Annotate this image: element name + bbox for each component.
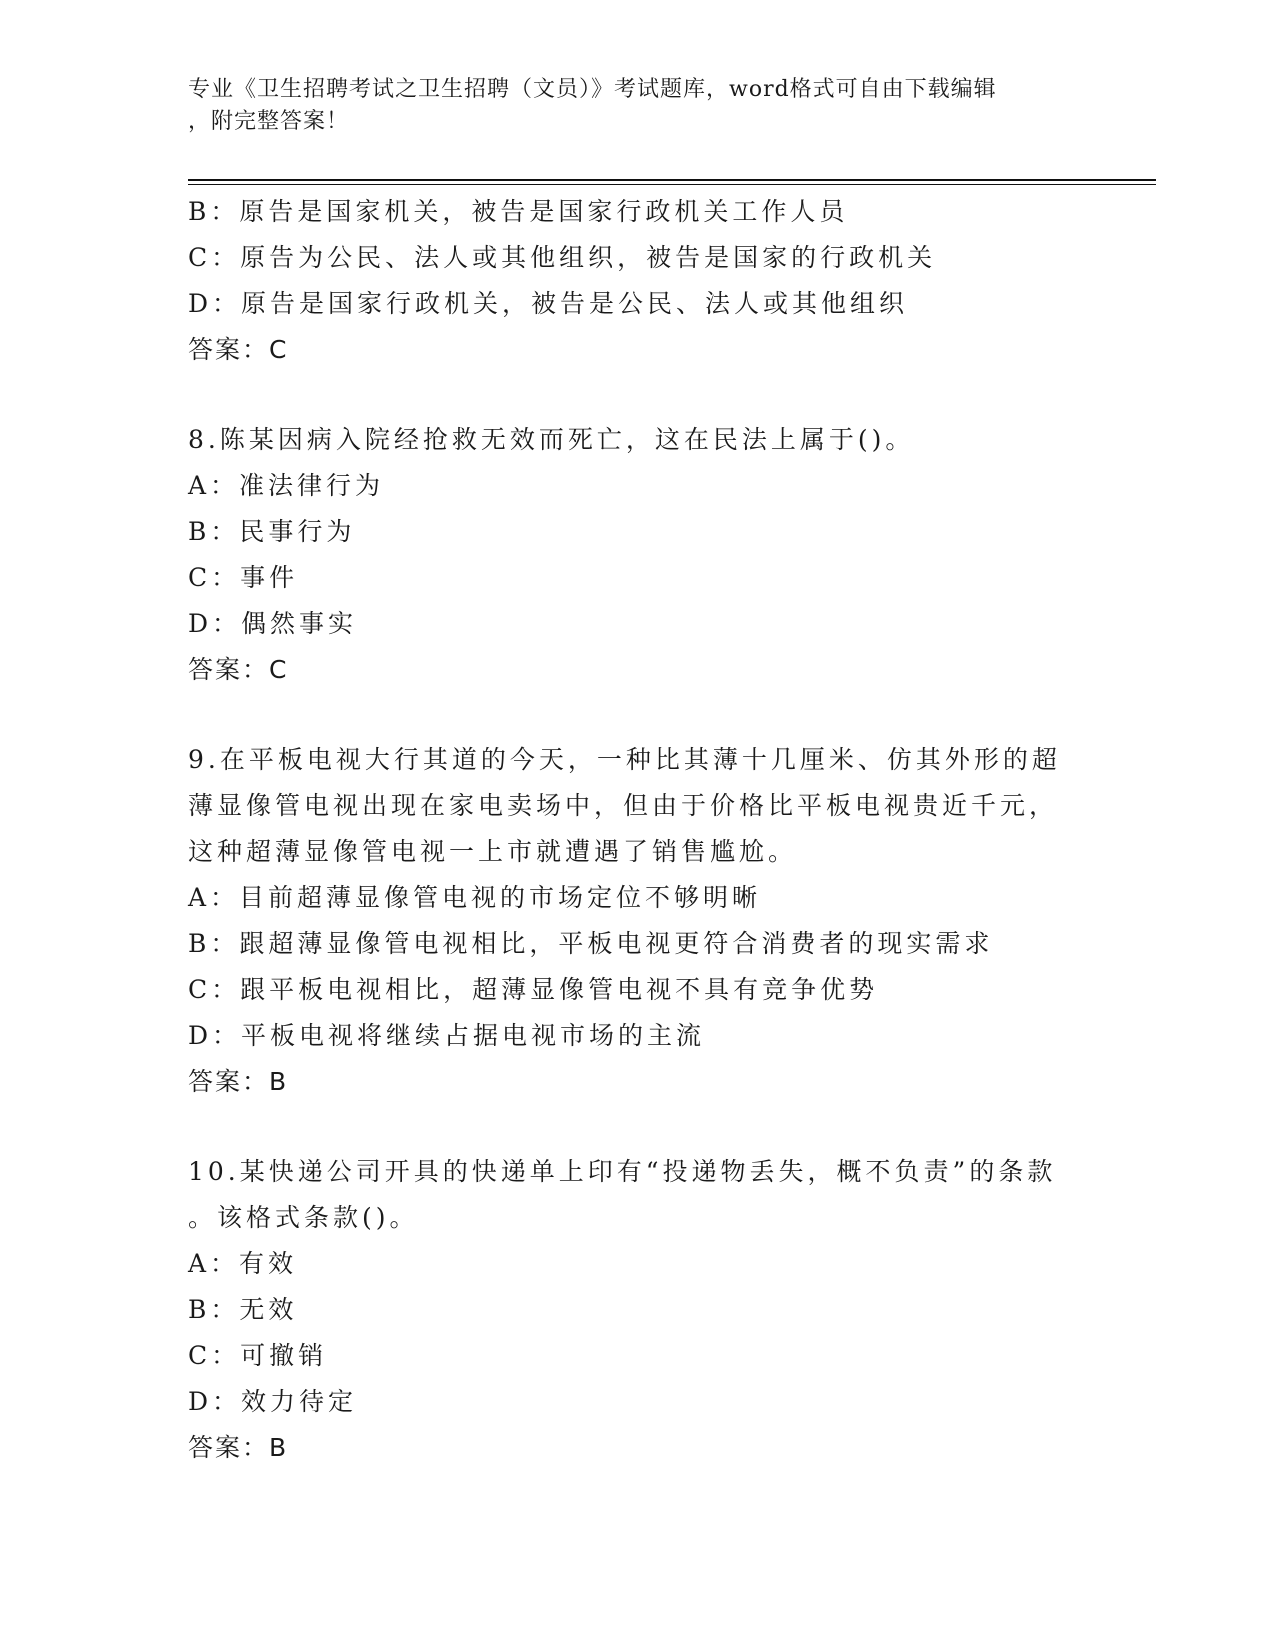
question-9 <box>188 737 1088 1105</box>
question-9-option-a: A：目前超薄显像管电视的市场定位不够明晰 <box>188 883 762 912</box>
question-8-text: 8.陈某因病入院经抢救无效而死亡，这在民法上属于()。 <box>188 425 915 454</box>
question-8-option-c: C：事件 <box>188 563 299 592</box>
question-10-option-a: A：有效 <box>188 1249 298 1278</box>
question-8-answer: 答案：C <box>188 655 289 684</box>
question-9-option-b: B：跟超薄显像管电视相比，平板电视更符合消费者的现实需求 <box>188 929 994 958</box>
question-8-option-b: B：民事行为 <box>188 517 356 546</box>
question-7 <box>188 189 1088 373</box>
question-9-option-d: D：平板电视将继续占据电视市场的主流 <box>188 1021 706 1050</box>
document-header <box>188 74 1068 138</box>
question-10-answer: 答案：B <box>188 1433 289 1462</box>
question-9-text-line-3: 这种超薄显像管电视一上市就遭遇了销售尴尬。 <box>188 837 798 866</box>
question-8 <box>188 417 1088 693</box>
header-line-1: 专业《卫生招聘考试之卫生招聘（文员）》考试题库，word格式可自由下载编辑 <box>188 77 997 102</box>
header-line-2: ，附完整答案！ <box>188 109 350 134</box>
question-7-option-c: C：原告为公民、法人或其他组织，被告是国家的行政机关 <box>188 243 937 272</box>
question-9-answer: 答案：B <box>188 1067 289 1096</box>
question-7-answer: 答案：C <box>188 335 289 364</box>
question-10-text-line-2: 。该格式条款()。 <box>188 1203 419 1232</box>
header-divider-thick <box>188 179 1156 181</box>
question-8-option-d: D：偶然事实 <box>188 609 358 638</box>
question-10-option-d: D：效力待定 <box>188 1387 358 1416</box>
question-7-option-d: D：原告是国家行政机关，被告是公民、法人或其他组织 <box>188 289 909 318</box>
question-9-text-line-2: 薄显像管电视出现在家电卖场中，但由于价格比平板电视贵近千元， <box>188 791 1059 820</box>
question-9-text-line-1: 9.在平板电视大行其道的今天，一种比其薄十几厘米、仿其外形的超 <box>188 745 1061 774</box>
question-10 <box>188 1149 1088 1471</box>
question-10-option-c: C：可撤销 <box>188 1341 328 1370</box>
question-list <box>188 189 1088 1471</box>
header-divider-thin <box>188 184 1156 185</box>
spacer <box>188 693 1088 737</box>
spacer <box>188 373 1088 417</box>
question-10-text-line-1: 10.某快递公司开具的快递单上印有“投递物丢失，概不负责”的条款 <box>188 1157 1057 1186</box>
question-9-option-c: C：跟平板电视相比，超薄显像管电视不具有竞争优势 <box>188 975 879 1004</box>
question-7-option-b: B：原告是国家机关，被告是国家行政机关工作人员 <box>188 197 849 226</box>
spacer <box>188 1105 1088 1149</box>
question-8-option-a: A：准法律行为 <box>188 471 385 500</box>
question-10-option-b: B：无效 <box>188 1295 298 1324</box>
